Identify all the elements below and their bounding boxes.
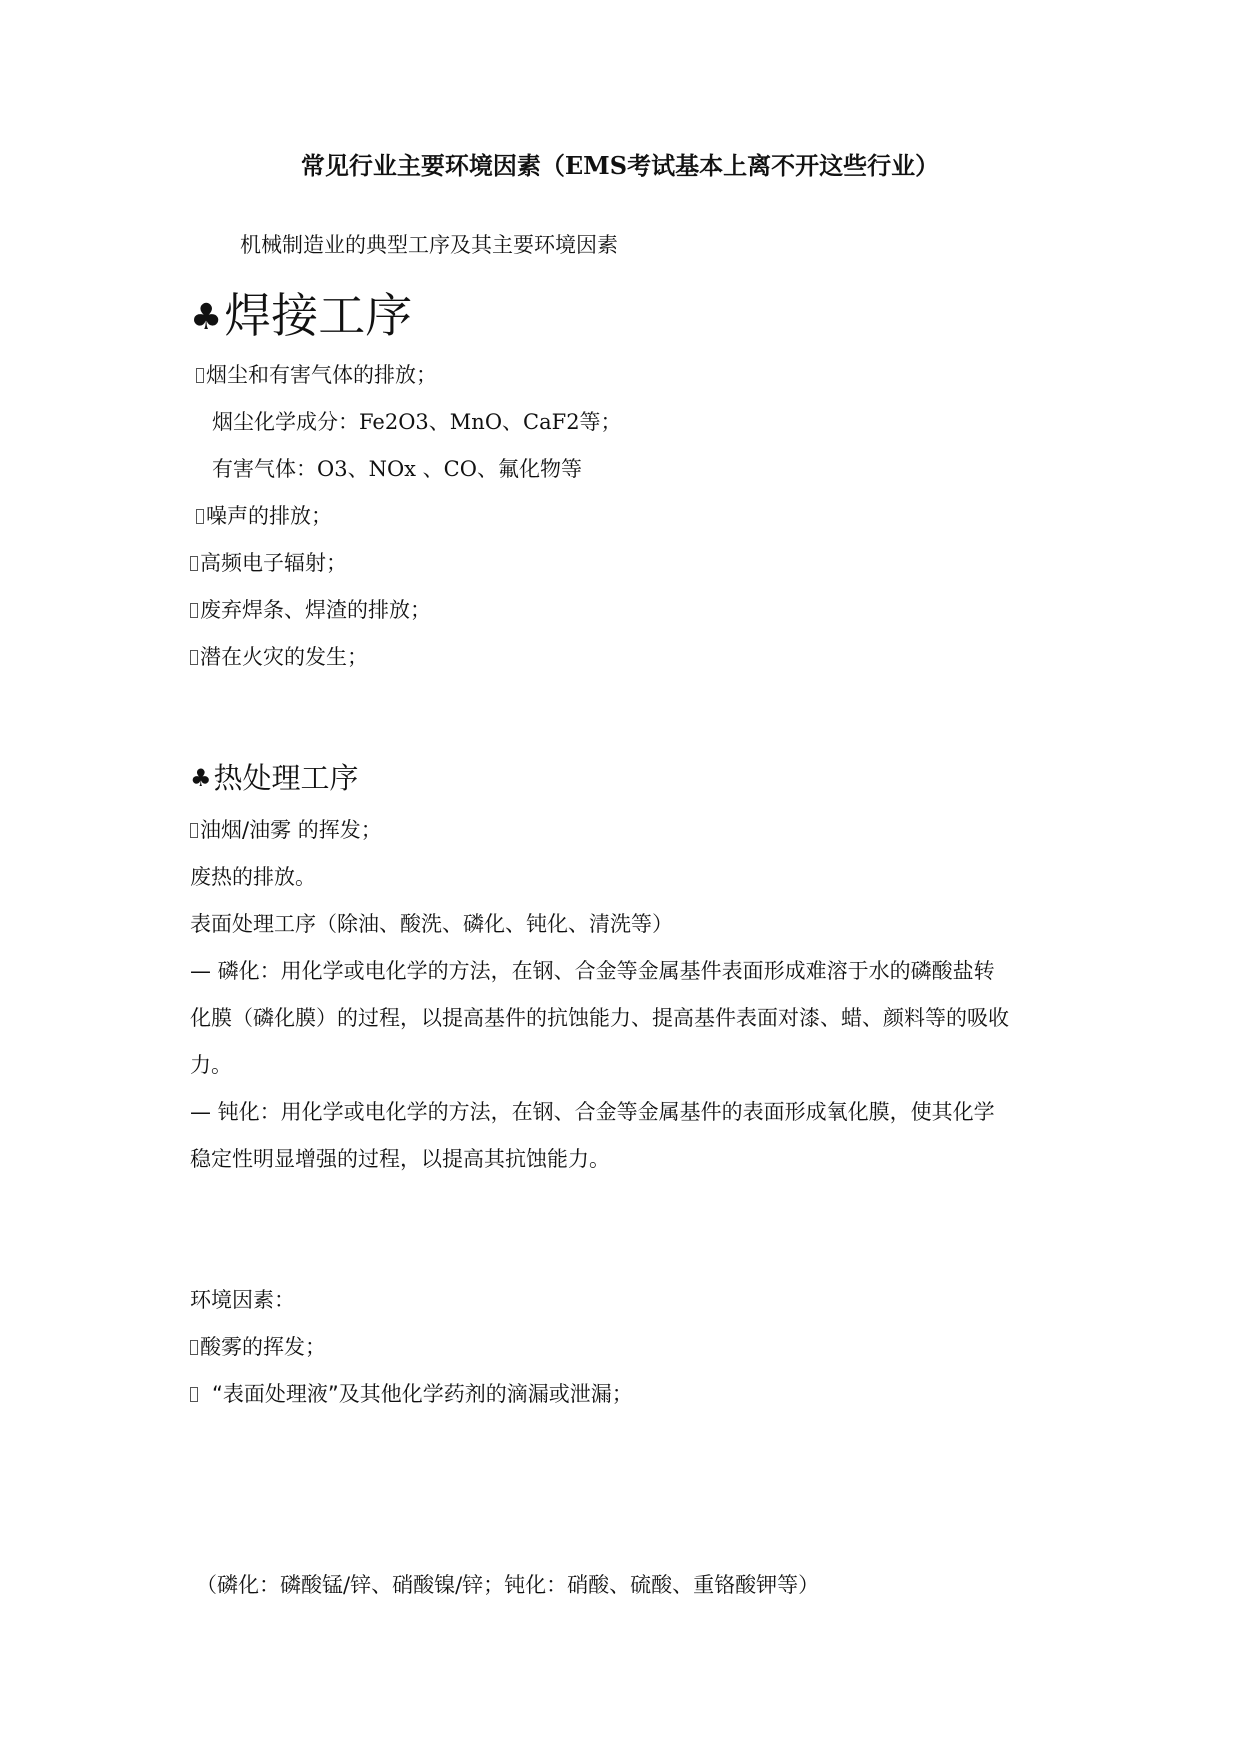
list-item: 废弃焊条、焊渣的排放； (190, 595, 431, 625)
list-item: 潜在火灾的发生； (190, 642, 368, 672)
checkbox-glyph-icon (190, 650, 198, 665)
paragraph-line: 化膜（磷化膜）的过程，以提高基件的抗蚀能力、提高基件表面对漆、蜡、颜料等的吸收 (190, 1006, 1009, 1030)
checkbox-glyph-icon (196, 509, 204, 524)
paragraph-line: — 钝化：用化学或电化学的方法，在钢、合金等金属基件的表面形成氧化膜，使其化学 (190, 1100, 995, 1124)
paragraph-line: 废热的排放。 (190, 865, 316, 889)
paragraph-line: 表面处理工序（除油、酸洗、磷化、钝化、清洗等） (190, 912, 673, 936)
paragraph-line: — 磷化：用化学或电化学的方法，在钢、合金等金属基件表面形成难溶于水的磷酸盐转 (190, 959, 995, 983)
section-heading-heat-treatment-text: 热处理工序 (213, 761, 359, 795)
checkbox-glyph-icon (190, 603, 198, 618)
checkbox-glyph-icon (190, 823, 198, 838)
list-item: 高频电子辐射； (190, 548, 347, 578)
paragraph-line: 稳定性明显增强的过程，以提高其抗蚀能力。 (190, 1147, 610, 1171)
env-factors-label: 环境因素： (190, 1288, 295, 1312)
document-subtitle: 机械制造业的典型工序及其主要环境因素 (240, 233, 618, 257)
checkbox-glyph-icon (190, 1387, 198, 1402)
list-item: 油烟/油雾 的挥发； (190, 815, 382, 845)
checkbox-glyph-icon (190, 1340, 198, 1355)
paragraph-line: 力。 (190, 1053, 232, 1077)
list-item: 酸雾的挥发； (190, 1332, 326, 1362)
list-item: “表面处理液”及其他化学药剂的滴漏或泄漏； (190, 1379, 633, 1409)
list-item: 烟尘和有害气体的排放； (196, 360, 437, 390)
section-heading-welding-text: 焊接工序 (224, 289, 413, 344)
checkbox-glyph-icon (196, 368, 204, 383)
list-item: 有害气体：O3、NOx 、CO、氟化物等 (212, 457, 582, 481)
section-heading-welding (190, 287, 412, 348)
list-item: 烟尘化学成分：Fe2O3、MnO、CaF2等； (212, 410, 622, 434)
page-title: 常见行业主要环境因素（EMS考试基本上离不开这些行业） (300, 151, 940, 180)
list-item: 噪声的排放； (196, 501, 332, 531)
club-bullet-icon: ♣ (190, 764, 212, 792)
checkbox-glyph-icon (190, 556, 198, 571)
chemicals-note: （磷化：磷酸锰/锌、硝酸镍/锌；钝化：硝酸、硫酸、重铬酸钾等） (196, 1573, 820, 1597)
section-heading-heat-treatment (190, 760, 359, 796)
club-bullet-icon: ♣ (190, 297, 223, 338)
